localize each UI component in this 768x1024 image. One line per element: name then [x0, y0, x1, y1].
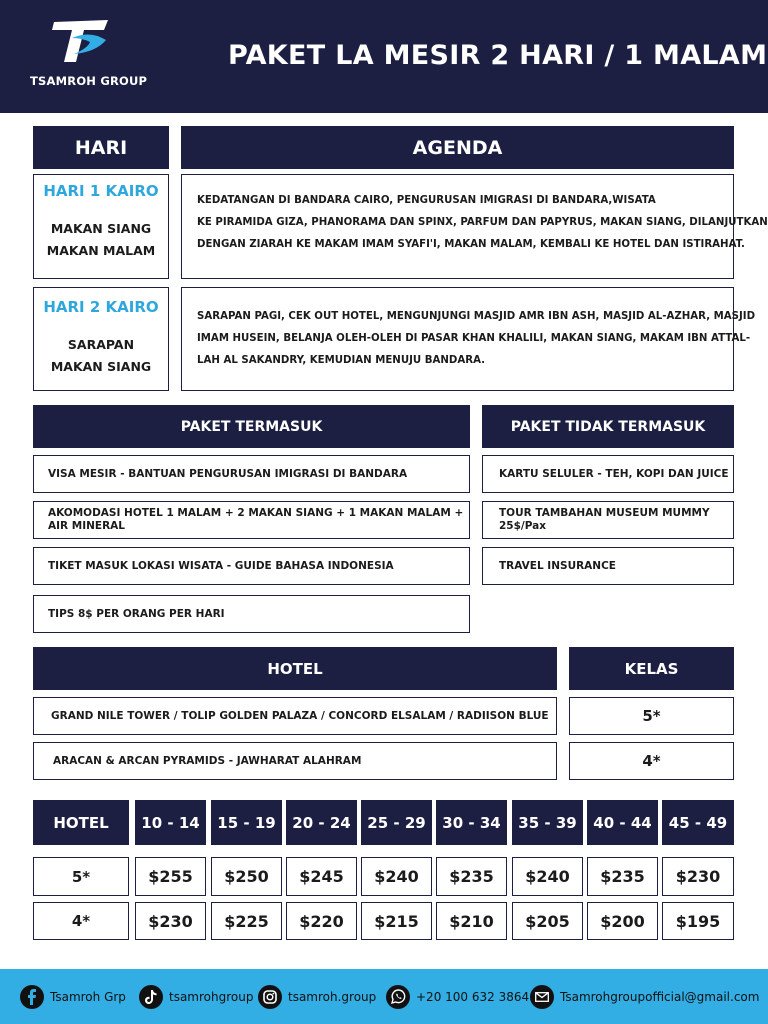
hotel-class-cell: 4* [569, 742, 734, 780]
included-item: TIKET MASUK LOKASI WISATA - GUIDE BAHASA INDONESIA [33, 547, 470, 585]
day-2-agenda-cell [181, 287, 756, 391]
price-cell: $250 [211, 857, 282, 896]
price-cell: $200 [587, 902, 658, 940]
hotel-class-cell: 5* [569, 697, 734, 735]
excluded-item [482, 501, 734, 539]
class-column-header: KELAS [569, 647, 734, 690]
included-item: TIPS 8$ PER ORANG PER HARI [33, 595, 470, 633]
footer-instagram-link[interactable] [258, 969, 376, 1024]
footer-whatsapp-text: +20 100 632 3864 [416, 989, 530, 1004]
day-1-agenda-cell [181, 174, 768, 279]
included-header: PAKET TERMASUK [33, 405, 470, 448]
day-2-agenda-line: SARAPAN PAGI, CEK OUT HOTEL, MENGUNJUNGI MASJID AMR IBN ASH, MASJID AL-AZHAR, MASJID [197, 311, 756, 322]
price-cell: $240 [512, 857, 583, 896]
page-title: PAKET LA MESIR 2 HARI / 1 MALAM [228, 40, 768, 71]
hotel-column-header: HOTEL [33, 647, 557, 690]
price-cell: $240 [361, 857, 432, 896]
footer-email-text: Tsamrohgroupofficial@gmail.com [560, 989, 760, 1004]
hotel-name-cell: ARACAN & ARCAN PYRAMIDS - JAWHARAT ALAHRAM [33, 742, 557, 780]
pax-group-header: 25 - 29 [361, 800, 432, 845]
price-cell: $245 [286, 857, 357, 896]
day-1-title: HARI 1 KAIRO [43, 182, 159, 200]
price-cell: $195 [662, 902, 734, 940]
price-cell: $210 [436, 902, 507, 940]
footer-bar [0, 969, 768, 1024]
price-cell: $205 [512, 902, 583, 940]
header-bar [0, 0, 768, 113]
price-cell: $220 [286, 902, 357, 940]
excluded-item: KARTU SELULER - TEH, KOPI DAN JUICE [482, 455, 734, 493]
day-1-agenda-line: KEDATANGAN DI BANDARA CAIRO, PENGURUSAN IMIGRASI DI BANDARA,WISATA [197, 195, 656, 206]
included-item-line: AKOMODASI HOTEL 1 MALAM + 2 MAKAN SIANG + 1 MAKAN MALAM + [48, 507, 464, 519]
day-2-meal-2: MAKAN SIANG [50, 359, 152, 374]
hotel-name-cell: GRAND NILE TOWER / TOLIP GOLDEN PALAZA / CONCORD ELSALAM / RADIISON BLUE [33, 697, 557, 735]
price-cell: $215 [361, 902, 432, 940]
footer-tiktok-link[interactable] [139, 969, 253, 1024]
day-2-agenda-line: LAH AL SAKANDRY, KEMUDIAN MENUJU BANDARA. [197, 355, 486, 366]
price-cell: $235 [587, 857, 658, 896]
price-cell: $255 [135, 857, 206, 896]
included-item [33, 501, 470, 539]
tsamroh-logo-icon [50, 18, 112, 64]
pax-group-header: 20 - 24 [286, 800, 357, 845]
day-1-meal-1: MAKAN SIANG [50, 221, 152, 236]
brand-name: TSAMROH GROUP [30, 74, 148, 88]
price-cell: $230 [135, 902, 206, 940]
pricing-hotel-header: HOTEL [33, 800, 129, 845]
price-cell: $235 [436, 857, 507, 896]
excluded-item-line: 25$/Pax [499, 520, 547, 532]
footer-tiktok-text: tsamrohgroup [169, 989, 254, 1004]
pax-group-header: 40 - 44 [587, 800, 658, 845]
facebook-icon [20, 985, 44, 1009]
included-item: VISA MESIR - BANTUAN PENGURUSAN IMIGRASI DI BANDARA [33, 455, 470, 493]
excluded-header: PAKET TIDAK TERMASUK [482, 405, 734, 448]
price-cell: $230 [662, 857, 734, 896]
day-1-cell [33, 174, 169, 279]
day-2-cell [33, 287, 169, 391]
footer-instagram-text: tsamroh.group [288, 989, 377, 1004]
pax-group-header: 45 - 49 [662, 800, 734, 845]
pax-group-header: 15 - 19 [211, 800, 282, 845]
pricing-hotel-cell: 5* [33, 857, 129, 896]
footer-whatsapp-link[interactable] [386, 969, 529, 1024]
day-2-agenda-line: IMAM HUSEIN, BELANJA OLEH-OLEH DI PASAR KHAN KHALILI, MAKAN SIANG, MAKAM IBN ATTAL- [197, 333, 751, 344]
day-2-title: HARI 2 KAIRO [43, 298, 159, 316]
day-1-meal-2: MAKAN MALAM [46, 243, 156, 258]
footer-facebook-link[interactable] [20, 969, 126, 1024]
footer-facebook-text: Tsamroh Grp [50, 989, 126, 1004]
footer-email-link[interactable] [530, 969, 759, 1024]
included-item-line: AIR MINERAL [48, 520, 125, 532]
day-1-agenda-line: KE PIRAMIDA GIZA, PHANORAMA DAN SPINX, PARFUM DAN PAPYRUS, MAKAN SIANG, DILANJUTKAN [197, 217, 768, 228]
agenda-column-header: AGENDA [181, 126, 734, 169]
pricing-hotel-cell: 4* [33, 902, 129, 940]
excluded-item-line: TOUR TAMBAHAN MUSEUM MUMMY [499, 507, 710, 519]
whatsapp-icon [386, 985, 410, 1009]
hari-column-header: HARI [33, 126, 169, 169]
instagram-icon [258, 985, 282, 1009]
day-2-meal-1: SARAPAN [67, 337, 135, 352]
pax-group-header: 10 - 14 [135, 800, 206, 845]
day-1-agenda-line: DENGAN ZIARAH KE MAKAM IMAM SYAFI'I, MAKAN MALAM, KEMBALI KE HOTEL DAN ISTIRAHAT. [197, 239, 745, 250]
price-cell: $225 [211, 902, 282, 940]
pax-group-header: 30 - 34 [436, 800, 507, 845]
pax-group-header: 35 - 39 [512, 800, 583, 845]
tiktok-icon [139, 985, 163, 1009]
email-icon [530, 985, 554, 1009]
excluded-item: TRAVEL INSURANCE [482, 547, 734, 585]
